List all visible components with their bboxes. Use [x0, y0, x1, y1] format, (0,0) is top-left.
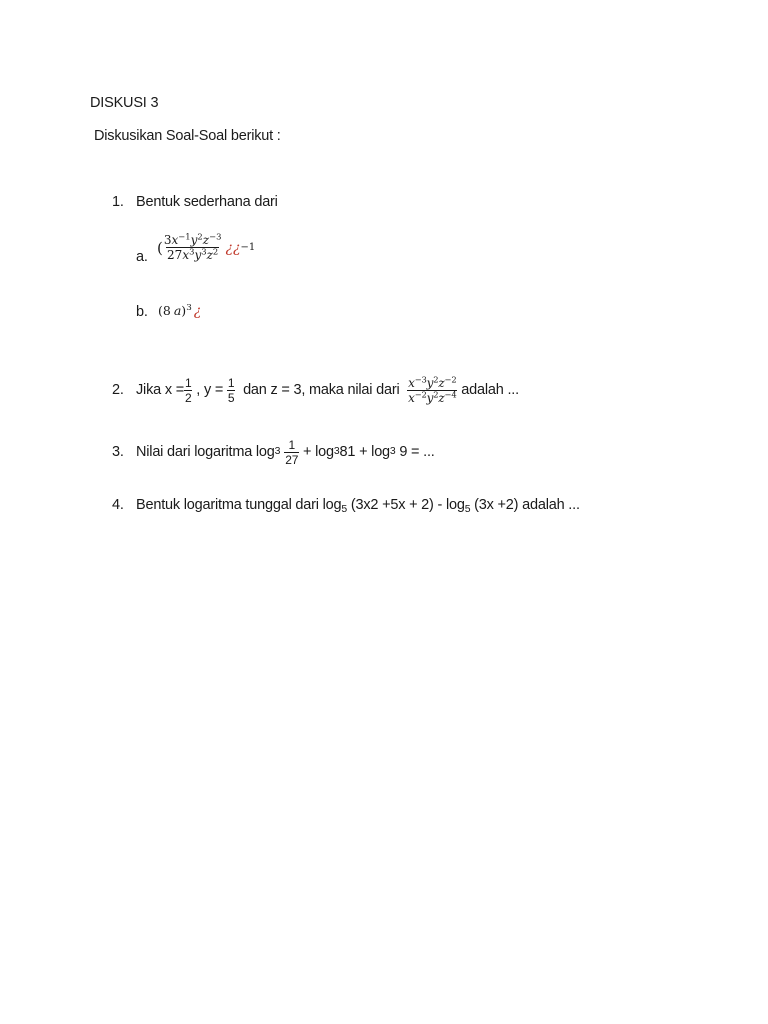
q1a-denominator: $27x^3y^3z^2$	[167, 246, 219, 262]
q2-main-fraction	[407, 373, 457, 405]
q1a-numerator: $3x^{-1}y^2z^{-3}$	[163, 231, 222, 247]
q1a-paren: (	[157, 238, 163, 257]
q1a-tail: ¿¿	[225, 239, 241, 256]
q2-x-fraction: $\frac{1}{2}$	[184, 375, 192, 405]
intro-text: Diskusikan Soal-Soal berikut :	[94, 128, 281, 144]
q4-text: Bentuk logaritma tunggal dari $\log_5 (3x2 +5x + 2) - \log_5 (3x +2)$ adalah ...	[136, 497, 580, 516]
q2-number: 2.	[112, 382, 124, 398]
q1a-label: a.	[136, 249, 148, 265]
q1b-expression: (8 a)$^3$ ¿	[158, 303, 202, 319]
q1-number: 1.	[112, 194, 124, 210]
q2-y-fraction: $\frac{1}{5}$	[227, 375, 235, 405]
q3-text: Nilai dari logaritma log 3 $\frac{1}{27}$ + log 3 81 + log 3 9 = ...	[136, 437, 435, 467]
q1a-expression: ( $\frac{3x^{-1}y^2z^{-3}}{27x^3y^3z^2}$ ¿¿ −1	[157, 231, 256, 262]
q1b-label: b.	[136, 304, 148, 320]
q3-fraction: $\frac{1}{27}$	[285, 437, 299, 467]
q1b-tail: ¿	[193, 303, 202, 319]
heading: DISKUSI 3	[90, 95, 159, 111]
q2-denominator: $x^{-2}y^2z^{-4}$	[408, 388, 457, 405]
q2-text: Jika x = $\frac{1}{2}$ , y = $\frac{1}{5}$ dan z = 3, maka nilai dari $\frac{x^{-3}y^2z^{-2}}{x^{-2}y^2z^{-4}}$ adalah ...	[136, 373, 519, 405]
q1-text: Bentuk sederhana dari	[136, 194, 278, 210]
q3-number: 3.	[112, 444, 124, 460]
q1a-fraction	[163, 231, 223, 262]
q4-number: 4.	[112, 497, 124, 513]
q2-numerator: $x^{-3}y^2z^{-2}$	[408, 373, 457, 390]
